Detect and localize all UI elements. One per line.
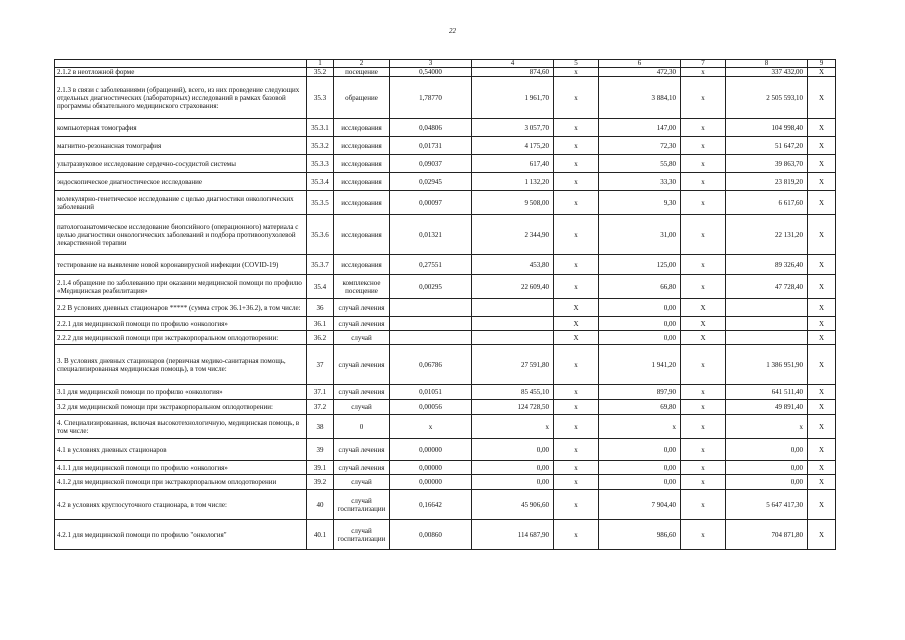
row-unit-cell: 0 bbox=[334, 415, 390, 439]
table-row bbox=[55, 255, 836, 275]
table-row bbox=[55, 173, 836, 191]
table-row bbox=[55, 317, 836, 331]
row-name-cell: патологоанатомическое исследование биопсийного (операционного) материала с целью диагностики онкологических заболеваний и подбора противоопухолевой лекарственной терапии bbox=[55, 215, 307, 255]
row-norm-cell: 0,00860 bbox=[390, 520, 472, 550]
row-col5-cell: х bbox=[554, 275, 599, 299]
header-cell: 4 bbox=[472, 60, 554, 68]
row-norm-cell: 0,00056 bbox=[390, 400, 472, 415]
row-cost-cell: 0,00 bbox=[472, 461, 554, 475]
row-code-cell: 39.2 bbox=[307, 475, 334, 490]
row-col6-cell: 0,00 bbox=[599, 299, 681, 317]
row-code-cell: 37.2 bbox=[307, 400, 334, 415]
row-cost-cell bbox=[472, 299, 554, 317]
row-col9-cell: X bbox=[808, 173, 836, 191]
row-norm-cell: 0,00000 bbox=[390, 439, 472, 461]
row-col6-cell: 897,90 bbox=[599, 385, 681, 400]
table-row bbox=[55, 490, 836, 520]
row-col6-cell: 66,80 bbox=[599, 275, 681, 299]
row-cost-cell: 617,40 bbox=[472, 155, 554, 173]
row-col7-cell: х bbox=[681, 415, 726, 439]
row-col7-cell: х bbox=[681, 137, 726, 155]
row-col8-cell bbox=[726, 299, 808, 317]
row-col7-cell: х bbox=[681, 68, 726, 77]
column-number-row bbox=[55, 60, 836, 68]
row-col8-cell: 0,00 bbox=[726, 475, 808, 490]
row-norm-cell: 0,00000 bbox=[390, 461, 472, 475]
row-norm-cell: 0,54000 bbox=[390, 68, 472, 77]
table-row bbox=[55, 215, 836, 255]
row-col5-cell: х bbox=[554, 68, 599, 77]
row-col5-cell: х bbox=[554, 191, 599, 215]
row-code-cell: 35.3.6 bbox=[307, 215, 334, 255]
row-code-cell: 39.1 bbox=[307, 461, 334, 475]
row-cost-cell: 27 591,80 bbox=[472, 345, 554, 385]
row-col5-cell: х bbox=[554, 475, 599, 490]
row-cost-cell bbox=[472, 317, 554, 331]
row-col6-cell: 3 884,10 bbox=[599, 77, 681, 119]
row-norm-cell bbox=[390, 331, 472, 345]
row-code-cell: 35.3.3 bbox=[307, 155, 334, 173]
row-col7-cell: х bbox=[681, 173, 726, 191]
row-col8-cell: 0,00 bbox=[726, 439, 808, 461]
row-col6-cell: 55,80 bbox=[599, 155, 681, 173]
row-col8-cell: 704 871,80 bbox=[726, 520, 808, 550]
header-cell: 1 bbox=[307, 60, 334, 68]
row-code-cell: 36.1 bbox=[307, 317, 334, 331]
row-name-cell: молекулярно-генетическое исследование с целью диагностики онкологических заболеваний bbox=[55, 191, 307, 215]
row-col9-cell: X bbox=[808, 345, 836, 385]
row-col5-cell: X bbox=[554, 331, 599, 345]
row-unit-cell: случай госпитализации bbox=[334, 520, 390, 550]
row-code-cell: 35.3.1 bbox=[307, 119, 334, 137]
row-col6-cell: 147,00 bbox=[599, 119, 681, 137]
table-row bbox=[55, 331, 836, 345]
table-row bbox=[55, 299, 836, 317]
row-col8-cell: 0,00 bbox=[726, 461, 808, 475]
row-code-cell: 39 bbox=[307, 439, 334, 461]
row-cost-cell: 1 132,20 bbox=[472, 173, 554, 191]
row-col7-cell: X bbox=[681, 317, 726, 331]
row-norm-cell: 0,01321 bbox=[390, 215, 472, 255]
row-name-cell: 2.1.4 обращение по заболеванию при оказании медицинской помощи по профилю «Медицинская реабилитация» bbox=[55, 275, 307, 299]
row-norm-cell: 1,78770 bbox=[390, 77, 472, 119]
row-col8-cell: 89 326,40 bbox=[726, 255, 808, 275]
row-norm-cell: 0,01731 bbox=[390, 137, 472, 155]
row-col9-cell: X bbox=[808, 520, 836, 550]
header-cell: 8 bbox=[726, 60, 808, 68]
row-name-cell: 2.2.1 для медицинской помощи по профилю «онкология» bbox=[55, 317, 307, 331]
row-col8-cell: 1 386 951,90 bbox=[726, 345, 808, 385]
row-col5-cell: х bbox=[554, 215, 599, 255]
row-col6-cell: 986,60 bbox=[599, 520, 681, 550]
row-unit-cell: случай лечения bbox=[334, 439, 390, 461]
row-col6-cell: 1 941,20 bbox=[599, 345, 681, 385]
row-name-cell: компьютерная томография bbox=[55, 119, 307, 137]
header-cell: 7 bbox=[681, 60, 726, 68]
table-row bbox=[55, 119, 836, 137]
row-code-cell: 40.1 bbox=[307, 520, 334, 550]
row-col8-cell: 47 728,40 bbox=[726, 275, 808, 299]
row-col5-cell: х bbox=[554, 385, 599, 400]
row-col5-cell: х bbox=[554, 490, 599, 520]
row-unit-cell: случай bbox=[334, 475, 390, 490]
row-cost-cell: 114 687,90 bbox=[472, 520, 554, 550]
row-col9-cell: X bbox=[808, 439, 836, 461]
row-col9-cell: X bbox=[808, 255, 836, 275]
row-col7-cell: х bbox=[681, 475, 726, 490]
row-norm-cell: 0,02945 bbox=[390, 173, 472, 191]
row-col6-cell: 69,80 bbox=[599, 400, 681, 415]
row-col6-cell: 125,00 bbox=[599, 255, 681, 275]
row-code-cell: 38 bbox=[307, 415, 334, 439]
row-col8-cell bbox=[726, 317, 808, 331]
row-col7-cell: х bbox=[681, 191, 726, 215]
row-col7-cell: х bbox=[681, 77, 726, 119]
row-col9-cell: X bbox=[808, 400, 836, 415]
row-cost-cell: 124 728,50 bbox=[472, 400, 554, 415]
row-name-cell: 3.2 для медицинской помощи при экстракорпоральном оплодотворении: bbox=[55, 400, 307, 415]
row-col9-cell: X bbox=[808, 331, 836, 345]
row-col7-cell: х bbox=[681, 215, 726, 255]
row-col7-cell: х bbox=[681, 520, 726, 550]
row-col8-cell: 22 131,20 bbox=[726, 215, 808, 255]
row-name-cell: 4.2.1 для медицинской помощи по профилю "онкология" bbox=[55, 520, 307, 550]
row-col6-cell: 0,00 bbox=[599, 461, 681, 475]
row-cost-cell: 3 057,70 bbox=[472, 119, 554, 137]
row-name-cell: 3.1 для медицинской помощи по профилю «онкология» bbox=[55, 385, 307, 400]
row-unit-cell: случай лечения bbox=[334, 345, 390, 385]
row-unit-cell: исследования bbox=[334, 255, 390, 275]
table-row bbox=[55, 520, 836, 550]
row-cost-cell: х bbox=[472, 415, 554, 439]
row-cost-cell: 0,00 bbox=[472, 475, 554, 490]
row-norm-cell: 0,27551 bbox=[390, 255, 472, 275]
table-row bbox=[55, 415, 836, 439]
row-col9-cell: X bbox=[808, 275, 836, 299]
row-col6-cell: 0,00 bbox=[599, 317, 681, 331]
row-col7-cell: х bbox=[681, 490, 726, 520]
row-unit-cell: случай bbox=[334, 331, 390, 345]
row-norm-cell: 0,00295 bbox=[390, 275, 472, 299]
row-cost-cell bbox=[472, 331, 554, 345]
row-code-cell: 37.1 bbox=[307, 385, 334, 400]
row-name-cell: магнитно-резонансная томография bbox=[55, 137, 307, 155]
table-row bbox=[55, 439, 836, 461]
row-code-cell: 35.3.7 bbox=[307, 255, 334, 275]
row-col7-cell: х bbox=[681, 155, 726, 173]
row-col9-cell: X bbox=[808, 137, 836, 155]
row-name-cell: 4.2 в условиях круглосуточного стационара, в том числе: bbox=[55, 490, 307, 520]
row-unit-cell: исследования bbox=[334, 137, 390, 155]
row-name-cell: 4.1 в условиях дневных стационаров bbox=[55, 439, 307, 461]
table-row bbox=[55, 191, 836, 215]
row-col5-cell: х bbox=[554, 400, 599, 415]
row-col7-cell: X bbox=[681, 331, 726, 345]
row-col6-cell: х bbox=[599, 415, 681, 439]
row-unit-cell: случай лечения bbox=[334, 317, 390, 331]
row-col7-cell: х bbox=[681, 275, 726, 299]
row-cost-cell: 2 344,90 bbox=[472, 215, 554, 255]
row-unit-cell: обращение bbox=[334, 77, 390, 119]
table-row bbox=[55, 385, 836, 400]
row-unit-cell: исследования bbox=[334, 191, 390, 215]
table-row bbox=[55, 475, 836, 490]
page-number: 22 bbox=[449, 27, 456, 35]
tariff-table bbox=[54, 59, 836, 550]
row-cost-cell: 4 175,20 bbox=[472, 137, 554, 155]
row-col7-cell: х bbox=[681, 439, 726, 461]
row-unit-cell: случай лечения bbox=[334, 461, 390, 475]
row-col9-cell: X bbox=[808, 415, 836, 439]
row-norm-cell bbox=[390, 299, 472, 317]
row-col6-cell: 0,00 bbox=[599, 331, 681, 345]
row-unit-cell: посещение bbox=[334, 68, 390, 77]
row-col7-cell: х bbox=[681, 385, 726, 400]
row-col9-cell: X bbox=[808, 119, 836, 137]
row-col6-cell: 33,30 bbox=[599, 173, 681, 191]
table-row bbox=[55, 345, 836, 385]
row-col6-cell: 31,00 bbox=[599, 215, 681, 255]
row-col8-cell: 49 891,40 bbox=[726, 400, 808, 415]
row-col5-cell: х bbox=[554, 520, 599, 550]
row-col8-cell: х bbox=[726, 415, 808, 439]
row-col5-cell: X bbox=[554, 299, 599, 317]
row-col9-cell: X bbox=[808, 191, 836, 215]
row-col8-cell: 6 617,60 bbox=[726, 191, 808, 215]
row-col8-cell: 23 819,20 bbox=[726, 173, 808, 191]
row-col5-cell: х bbox=[554, 345, 599, 385]
row-col7-cell: х bbox=[681, 255, 726, 275]
row-col8-cell: 104 998,40 bbox=[726, 119, 808, 137]
row-col9-cell: X bbox=[808, 475, 836, 490]
row-col9-cell: X bbox=[808, 385, 836, 400]
row-cost-cell: 874,60 bbox=[472, 68, 554, 77]
table-row bbox=[55, 155, 836, 173]
row-code-cell: 35.3.5 bbox=[307, 191, 334, 215]
row-cost-cell: 22 609,40 bbox=[472, 275, 554, 299]
row-unit-cell: исследования bbox=[334, 173, 390, 191]
table-row bbox=[55, 77, 836, 119]
row-col9-cell: X bbox=[808, 155, 836, 173]
row-unit-cell: комплексное посещение bbox=[334, 275, 390, 299]
row-col6-cell: 0,00 bbox=[599, 439, 681, 461]
header-cell: 5 bbox=[554, 60, 599, 68]
header-cell: 9 bbox=[808, 60, 836, 68]
row-cost-cell: 1 961,70 bbox=[472, 77, 554, 119]
row-cost-cell: 45 906,60 bbox=[472, 490, 554, 520]
row-unit-cell: исследования bbox=[334, 119, 390, 137]
row-col5-cell: х bbox=[554, 119, 599, 137]
row-col8-cell: 337 432,00 bbox=[726, 68, 808, 77]
row-name-cell: 2.1.2 в неотложной форме bbox=[55, 68, 307, 77]
row-cost-cell: 85 455,10 bbox=[472, 385, 554, 400]
row-name-cell: тестирование на выявление новой коронавирусной инфекции (COVID-19) bbox=[55, 255, 307, 275]
row-col6-cell: 472,30 bbox=[599, 68, 681, 77]
row-norm-cell: 0,09037 bbox=[390, 155, 472, 173]
row-col8-cell: 39 863,70 bbox=[726, 155, 808, 173]
row-col9-cell: X bbox=[808, 461, 836, 475]
row-col6-cell: 0,00 bbox=[599, 475, 681, 490]
row-col7-cell: X bbox=[681, 299, 726, 317]
row-code-cell: 35.4 bbox=[307, 275, 334, 299]
header-cell-empty bbox=[55, 60, 307, 68]
row-norm-cell: 0,04806 bbox=[390, 119, 472, 137]
header-cell: 6 bbox=[599, 60, 681, 68]
row-code-cell: 36.2 bbox=[307, 331, 334, 345]
row-cost-cell: 453,80 bbox=[472, 255, 554, 275]
row-code-cell: 35.2 bbox=[307, 68, 334, 77]
row-col7-cell: х bbox=[681, 461, 726, 475]
row-norm-cell: 0,00000 bbox=[390, 475, 472, 490]
table-row bbox=[55, 400, 836, 415]
table-row bbox=[55, 461, 836, 475]
row-col5-cell: х bbox=[554, 439, 599, 461]
row-code-cell: 36 bbox=[307, 299, 334, 317]
row-col6-cell: 72,30 bbox=[599, 137, 681, 155]
row-col9-cell: X bbox=[808, 299, 836, 317]
row-norm-cell: 0,16642 bbox=[390, 490, 472, 520]
row-col5-cell: х bbox=[554, 255, 599, 275]
row-code-cell: 35.3.4 bbox=[307, 173, 334, 191]
row-name-cell: 4.1.1 для медицинской помощи по профилю «онкология» bbox=[55, 461, 307, 475]
row-col8-cell bbox=[726, 331, 808, 345]
row-norm-cell: 0,00097 bbox=[390, 191, 472, 215]
row-col9-cell: X bbox=[808, 68, 836, 77]
row-norm-cell: 0,06786 bbox=[390, 345, 472, 385]
row-col7-cell: х bbox=[681, 345, 726, 385]
row-unit-cell: исследования bbox=[334, 155, 390, 173]
header-cell: 2 bbox=[334, 60, 390, 68]
row-col8-cell: 2 505 593,10 bbox=[726, 77, 808, 119]
row-code-cell: 35.3.2 bbox=[307, 137, 334, 155]
row-col6-cell: 9,30 bbox=[599, 191, 681, 215]
row-code-cell: 40 bbox=[307, 490, 334, 520]
row-col8-cell: 51 647,20 bbox=[726, 137, 808, 155]
row-col5-cell: X bbox=[554, 317, 599, 331]
row-col9-cell: X bbox=[808, 490, 836, 520]
row-col7-cell: х bbox=[681, 119, 726, 137]
row-col5-cell: х bbox=[554, 155, 599, 173]
row-col5-cell: х bbox=[554, 415, 599, 439]
row-col9-cell: X bbox=[808, 77, 836, 119]
row-cost-cell: 9 508,00 bbox=[472, 191, 554, 215]
row-unit-cell: исследования bbox=[334, 215, 390, 255]
row-name-cell: 3. В условиях дневных стационаров (первичная медико-санитарная помощь, специализированная медицинская помощь), в том числе: bbox=[55, 345, 307, 385]
row-col5-cell: х bbox=[554, 461, 599, 475]
row-name-cell: 2.2 В условиях дневных стационаров ***** (сумма строк 36.1+36.2), в том числе: bbox=[55, 299, 307, 317]
row-col5-cell: х bbox=[554, 77, 599, 119]
row-name-cell: 4.1.2 для медицинской помощи при экстракорпоральном оплодотворении bbox=[55, 475, 307, 490]
row-norm-cell: х bbox=[390, 415, 472, 439]
row-col5-cell: х bbox=[554, 137, 599, 155]
row-col9-cell: X bbox=[808, 317, 836, 331]
row-name-cell: 2.1.3 в связи с заболеваниями (обращений), всего, из них проведение следующих отдельных диагностических (лабораторных) исследований в рамках базовой программы обязательного медицинского страхования: bbox=[55, 77, 307, 119]
row-col8-cell: 641 511,40 bbox=[726, 385, 808, 400]
row-code-cell: 37 bbox=[307, 345, 334, 385]
row-unit-cell: случай госпитализации bbox=[334, 490, 390, 520]
row-norm-cell: 0,01051 bbox=[390, 385, 472, 400]
row-unit-cell: случай лечения bbox=[334, 385, 390, 400]
row-name-cell: 4. Специализированная, включая высокотехнологичную, медицинская помощь, в том числе: bbox=[55, 415, 307, 439]
row-unit-cell: случай лечения bbox=[334, 299, 390, 317]
row-name-cell: ультразвуковое исследование сердечно-сосудистой системы bbox=[55, 155, 307, 173]
row-name-cell: 2.2.2 для медицинской помощи при экстракорпоральном оплодотворении: bbox=[55, 331, 307, 345]
row-unit-cell: случай bbox=[334, 400, 390, 415]
row-col7-cell: х bbox=[681, 400, 726, 415]
row-col8-cell: 5 647 417,30 bbox=[726, 490, 808, 520]
row-col6-cell: 7 904,40 bbox=[599, 490, 681, 520]
row-cost-cell: 0,00 bbox=[472, 439, 554, 461]
row-name-cell: эндоскопическое диагностическое исследование bbox=[55, 173, 307, 191]
row-code-cell: 35.3 bbox=[307, 77, 334, 119]
table-row bbox=[55, 137, 836, 155]
table-row bbox=[55, 275, 836, 299]
table-row bbox=[55, 68, 836, 77]
row-col9-cell: X bbox=[808, 215, 836, 255]
row-col5-cell: х bbox=[554, 173, 599, 191]
row-norm-cell bbox=[390, 317, 472, 331]
header-cell: 3 bbox=[390, 60, 472, 68]
